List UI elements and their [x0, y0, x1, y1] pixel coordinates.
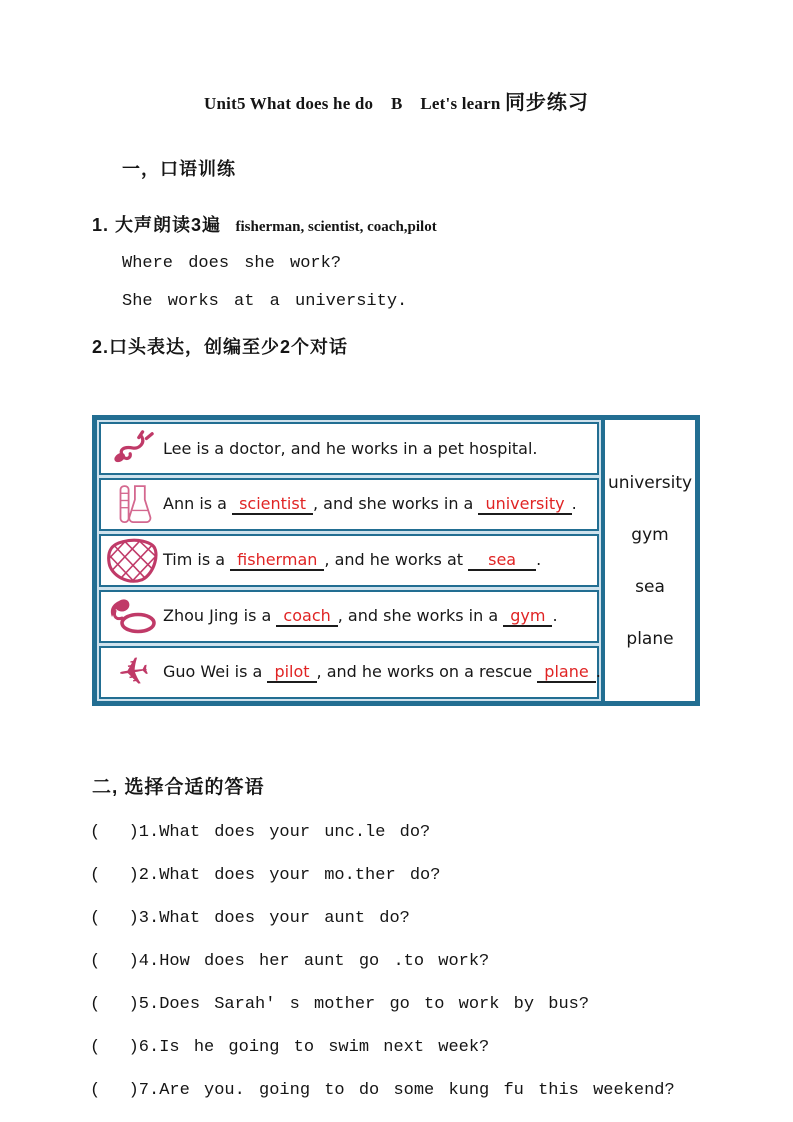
page-title-english: Unit5 What does he do B Let's learn	[204, 94, 505, 113]
sentence-text: Guo Wei is a	[163, 661, 268, 681]
question-item: ( )7.Are you. going to do some kung fu this weekend?	[90, 1081, 675, 1100]
word-bank-item: sea	[635, 576, 665, 597]
sentence-text: , and she works in a	[337, 605, 504, 625]
oral-question-line: Where does she work?	[122, 254, 342, 273]
question-item: ( )6.Is he going to swim next week?	[90, 1038, 490, 1057]
sentence-text: Zhou Jing is a	[163, 605, 277, 625]
page-title	[0, 0, 793, 115]
sentence-text: Tim is a	[163, 549, 231, 569]
plane-icon: ✈	[115, 649, 153, 696]
row-sentence	[163, 494, 577, 516]
fill-in-blank: university	[478, 496, 571, 516]
question-item: ( )1.What does your unc.le do?	[90, 823, 431, 842]
question-item: ( )3.What does your aunt do?	[90, 909, 410, 928]
section1-heading: 一，口语训练	[122, 159, 236, 179]
fill-in-blank: pilot	[267, 664, 316, 684]
word-bank	[601, 420, 695, 701]
section1-item1	[92, 211, 793, 237]
fill-in-blank: fisherman	[230, 552, 324, 572]
test-tubes-icon	[105, 483, 163, 527]
item1-word-list: fisherman, scientist, coach,pilot	[235, 219, 437, 235]
row-sentence	[163, 439, 538, 458]
oral-answer-line: She works at a university.	[122, 292, 408, 311]
exercise-table	[92, 415, 700, 706]
fill-in-blank: sea	[468, 552, 536, 572]
question-item: ( )4.How does her aunt go .to work?	[90, 952, 490, 971]
table-row	[99, 478, 599, 531]
table-rows	[97, 420, 601, 701]
section1-item2: 2.口头表达，创编至少2个对话	[92, 337, 349, 357]
sentence-text: .	[536, 549, 542, 569]
fill-in-blank: plane	[537, 664, 595, 684]
fill-in-blank: gym	[503, 608, 552, 628]
row-sentence	[163, 662, 601, 684]
question-item: ( )5.Does Sarah' s mother go to work by bus?	[90, 995, 590, 1014]
section2-heading: 二, 选择合适的答语	[92, 777, 265, 798]
fill-in-blank: scientist	[232, 496, 313, 516]
page-title-chinese: 同步练习	[504, 92, 589, 114]
word-bank-item: gym	[631, 524, 669, 545]
sentence-text: , and he works on a rescue	[316, 661, 538, 681]
sentence-text: , and she works in a	[312, 493, 479, 513]
fishing-net-icon	[105, 537, 163, 585]
table-row	[99, 590, 599, 643]
table-row	[99, 534, 599, 587]
question-list	[90, 823, 793, 1100]
table-row	[99, 646, 599, 699]
row-sentence	[163, 606, 558, 628]
stethoscope-icon	[105, 428, 163, 470]
sentence-text: .	[595, 661, 601, 681]
table-row	[99, 422, 599, 475]
sentence-text: Lee is a doctor, and he works in a pet hospital.	[163, 439, 538, 458]
whistle-icon	[105, 596, 163, 638]
item1-label: 1. 大声朗读3遍	[92, 215, 222, 235]
row-sentence	[163, 550, 541, 572]
sentence-text: .	[571, 493, 577, 513]
sentence-text: .	[552, 605, 558, 625]
word-bank-item: plane	[626, 628, 674, 649]
sentence-text: , and he works at	[324, 549, 469, 569]
fill-in-blank: coach	[276, 608, 337, 628]
word-bank-item: university	[607, 472, 693, 493]
sentence-text: Ann is a	[163, 493, 233, 513]
question-item: ( )2.What does your mo.ther do?	[90, 866, 441, 885]
